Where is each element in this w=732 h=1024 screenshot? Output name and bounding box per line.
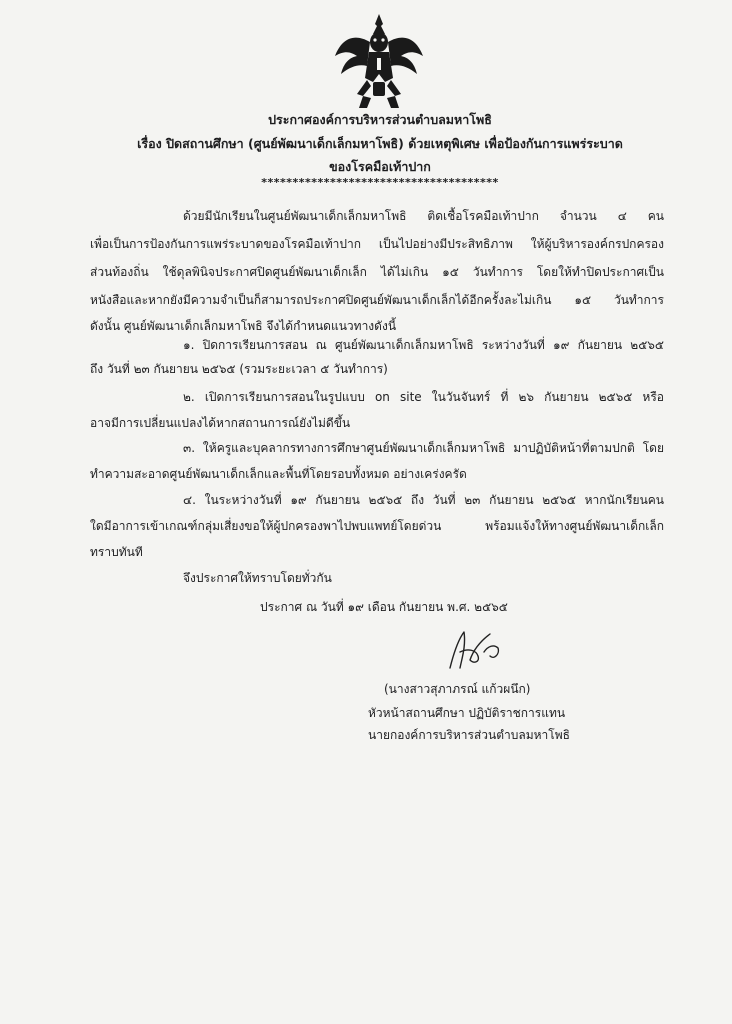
announcement-subject: เรื่อง ปิดสถานศึกษา (ศูนย์พัฒนาเด็กเล็กมหาโพธิ) ด้วยเหตุพิเศษ เพื่อป้องกันการแพร่ระบาด: [137, 136, 623, 151]
item-1-line: ๑. ปิดการเรียนการสอน ณ ศูนย์พัฒนาเด็กเล็กมหาโพธิ ระหว่างวันที่ ๑๙ กันยายน ๒๕๖๕: [183, 338, 664, 352]
intro-line: ด้วยมีนักเรียนในศูนย์พัฒนาเด็กเล็กมหาโพธิ ติดเชื้อโรคมือเท้าปาก จำนวน ๔ คน: [183, 209, 664, 223]
intro-line: ส่วนท้องถิ่น ใช้ดุลพินิจประกาศปิดศูนย์พัฒนาเด็กเล็ก ได้ไม่เกิน ๑๕ วันทำการ โดยให้ทำปิดประกาศเป็น: [90, 265, 664, 279]
item-4-line: ทราบทันที: [90, 545, 143, 559]
announcement-date: ประกาศ ณ วันที่ ๑๙ เดือน กันยายน พ.ศ. ๒๕๖๕: [260, 600, 508, 614]
signature-icon: [440, 622, 510, 674]
signer-name: (นางสาวสุภาภรณ์ แก้วผนึก): [384, 682, 531, 696]
announcement-org-title: ประกาศองค์การบริหารส่วนตำบลมหาโพธิ: [268, 112, 492, 127]
item-1-line: ถึง วันที่ ๒๓ กันยายน ๒๕๖๕ (รวมระยะเวลา ๕ วันทำการ): [90, 362, 388, 376]
item-4-line: ๔. ในระหว่างวันที่ ๑๙ กันยายน ๒๕๖๕ ถึง วันที่ ๒๓ กันยายน ๒๕๖๕ หากนักเรียนคน: [183, 493, 664, 507]
signer-office: นายกองค์การบริหารส่วนตำบลมหาโพธิ: [368, 728, 570, 742]
item-3-line: ทำความสะอาดศูนย์พัฒนาเด็กเล็กและพื้นที่โดยรอบทั้งหมด อย่างเคร่งครัด: [90, 467, 467, 481]
item-2-line: ๒. เปิดการเรียนการสอนในรูปแบบ on site ในวันจันทร์ ที่ ๒๖ กันยายน ๒๕๖๕ หรือ: [183, 390, 664, 404]
separator: **************************************: [261, 176, 499, 189]
item-3-line: ๓. ให้ครูและบุคลากรทางการศึกษาศูนย์พัฒนาเด็กเล็กมหาโพธิ มาปฏิบัติหน้าที่ตามปกติ โดย: [183, 441, 664, 455]
signer-position: หัวหน้าสถานศึกษา ปฏิบัติราชการแทน: [368, 706, 566, 720]
intro-line: เพื่อเป็นการป้องกันการแพร่ระบาดของโรคมือเท้าปาก เป็นไปอย่างมีประสิทธิภาพ ให้ผู้บริหารองค์กรปกครอง: [90, 237, 664, 251]
intro-line: ดังนั้น ศูนย์พัฒนาเด็กเล็กมหาโพธิ จึงได้กำหนดแนวทางดังนี้: [90, 319, 397, 333]
item-2-line: อาจมีการเปลี่ยนแปลงได้หากสถานการณ์ยังไม่ดีขึ้น: [90, 416, 351, 430]
intro-line: หนังสือและหากยังมีความจำเป็นก็สามารถประกาศปิดศูนย์พัฒนาเด็กเล็กได้อีกครั้งละไม่เกิน ๑๕ วันทำการ: [90, 293, 664, 307]
item-4-line: ใดมีอาการเข้าเกณฑ์กลุ่มเสี่ยงขอให้ผู้ปกครองพาไปพบแพทย์โดยด่วน พร้อมแจ้งให้ทางศูนย์พัฒนาเด็กเล็ก: [90, 519, 664, 533]
closing-line: จึงประกาศให้ทราบโดยทั่วกัน: [183, 571, 332, 585]
garuda-emblem-icon: [333, 12, 425, 112]
announcement-subject-continued: ของโรคมือเท้าปาก: [329, 159, 431, 174]
